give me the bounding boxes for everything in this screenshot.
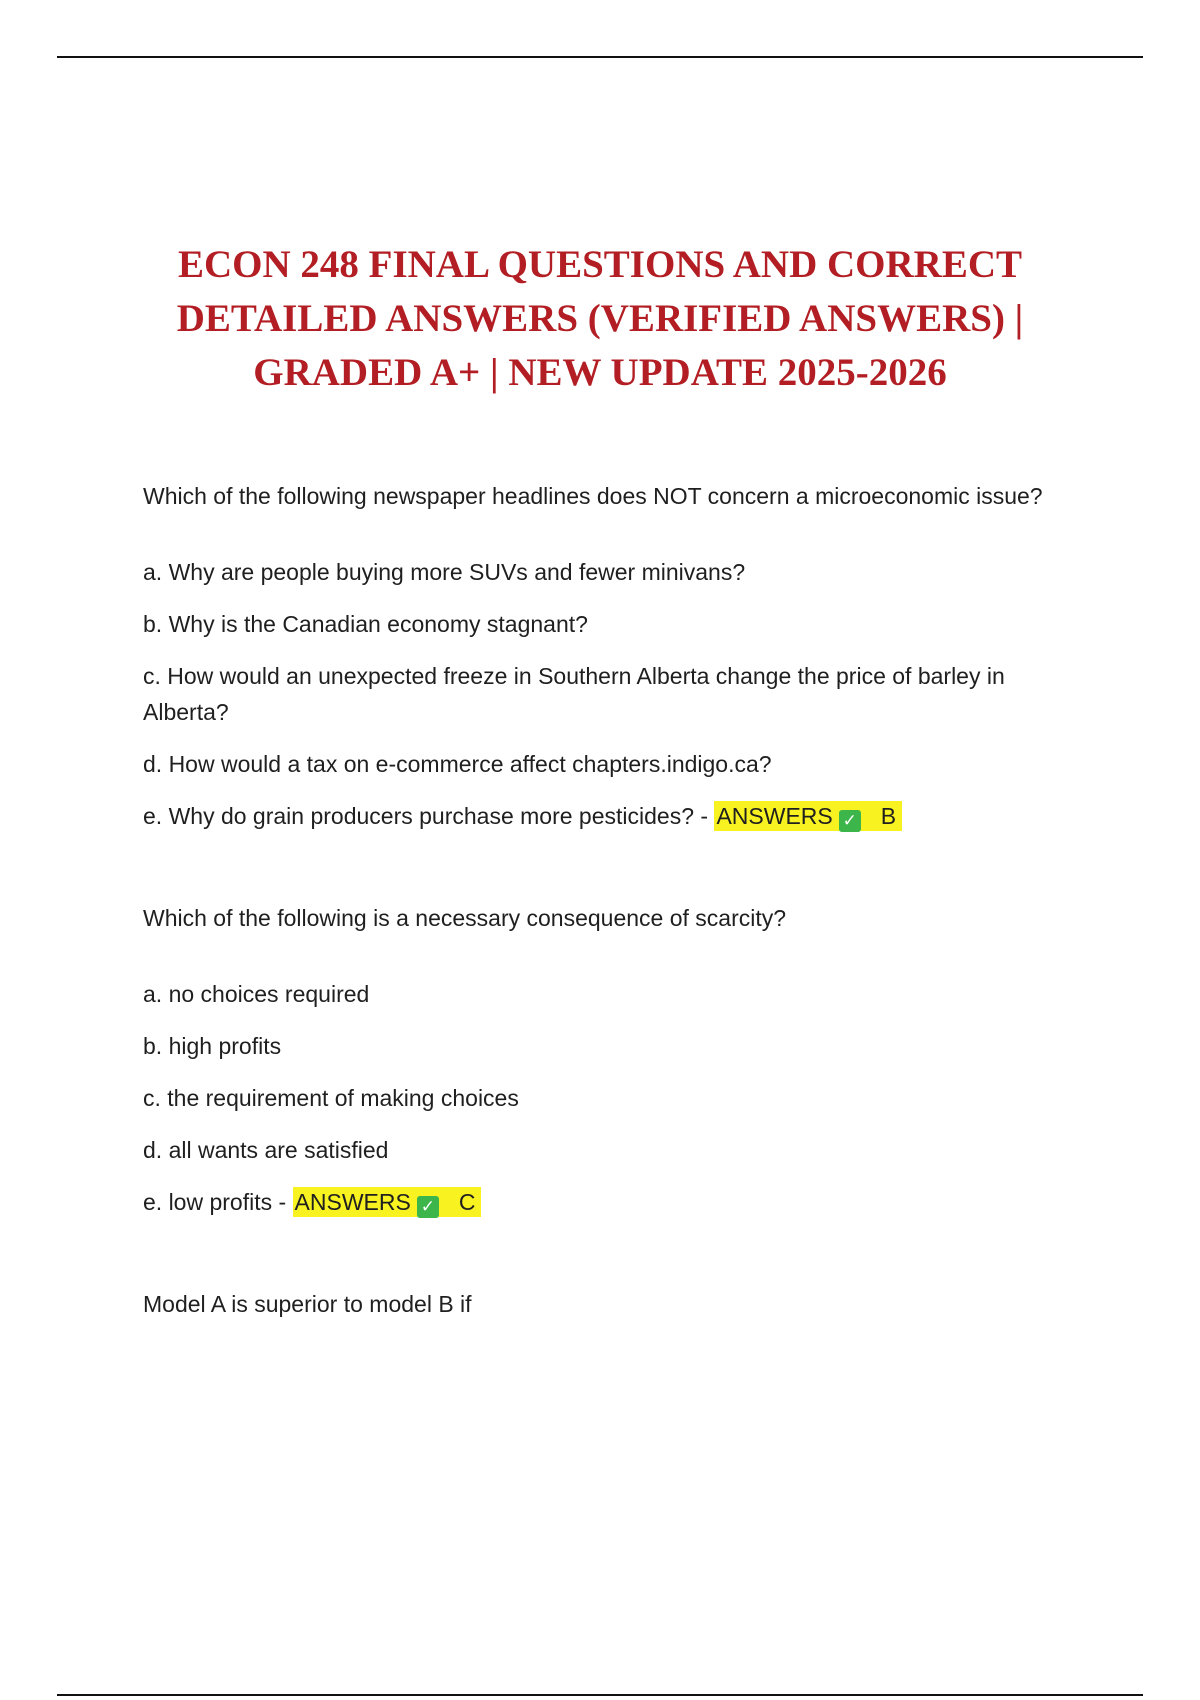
option-list — [143, 554, 1068, 834]
title-line-3: GRADED A+ | NEW UPDATE 2025-2026 — [253, 351, 947, 395]
answer-highlight — [714, 801, 902, 831]
document-title — [100, 238, 1100, 400]
answer-label: ANSWERS — [716, 803, 833, 829]
option-a: a. no choices required — [143, 981, 370, 1007]
check-icon: ✓ — [417, 1196, 439, 1218]
document-body — [143, 478, 1068, 1388]
option-d: d. all wants are satisfied — [143, 1137, 389, 1163]
option-b: b. high profits — [143, 1033, 282, 1059]
option-e: e. Why do grain producers purchase more pesticides? - — [143, 803, 709, 829]
question-text: Which of the following is a necessary consequence of scarcity? — [143, 905, 787, 931]
option-e: e. low profits - — [143, 1189, 287, 1215]
top-rule — [57, 56, 1143, 58]
option-a: a. Why are people buying more SUVs and fewer minivans? — [143, 559, 746, 585]
question-block-1 — [143, 478, 1068, 834]
bottom-rule — [57, 1694, 1143, 1696]
question-text: Which of the following newspaper headlines does NOT concern a microeconomic issue? — [143, 483, 1043, 509]
option-list — [143, 976, 1068, 1220]
option-c: c. the requirement of making choices — [143, 1085, 519, 1111]
option-c: c. How would an unexpected freeze in Southern Alberta change the price of barley in Alberta? — [143, 663, 1005, 725]
option-b: b. Why is the Canadian economy stagnant? — [143, 611, 588, 637]
title-line-2: DETAILED ANSWERS (VERIFIED ANSWERS) | — [176, 297, 1024, 341]
question-text: Model A is superior to model B if — [143, 1291, 472, 1317]
question-block-3 — [143, 1286, 1068, 1322]
option-e-with-answer — [143, 1184, 1068, 1220]
option-e-with-answer — [143, 798, 1068, 834]
question-block-2 — [143, 900, 1068, 1220]
answer-letter: C — [458, 1189, 476, 1215]
option-d: d. How would a tax on e-commerce affect chapters.indigo.ca? — [143, 751, 772, 777]
answer-label: ANSWERS — [294, 1189, 411, 1215]
check-icon: ✓ — [839, 810, 861, 832]
answer-letter: B — [880, 803, 897, 829]
answer-highlight — [293, 1187, 482, 1217]
title-line-1: ECON 248 FINAL QUESTIONS AND CORRECT — [177, 243, 1023, 287]
